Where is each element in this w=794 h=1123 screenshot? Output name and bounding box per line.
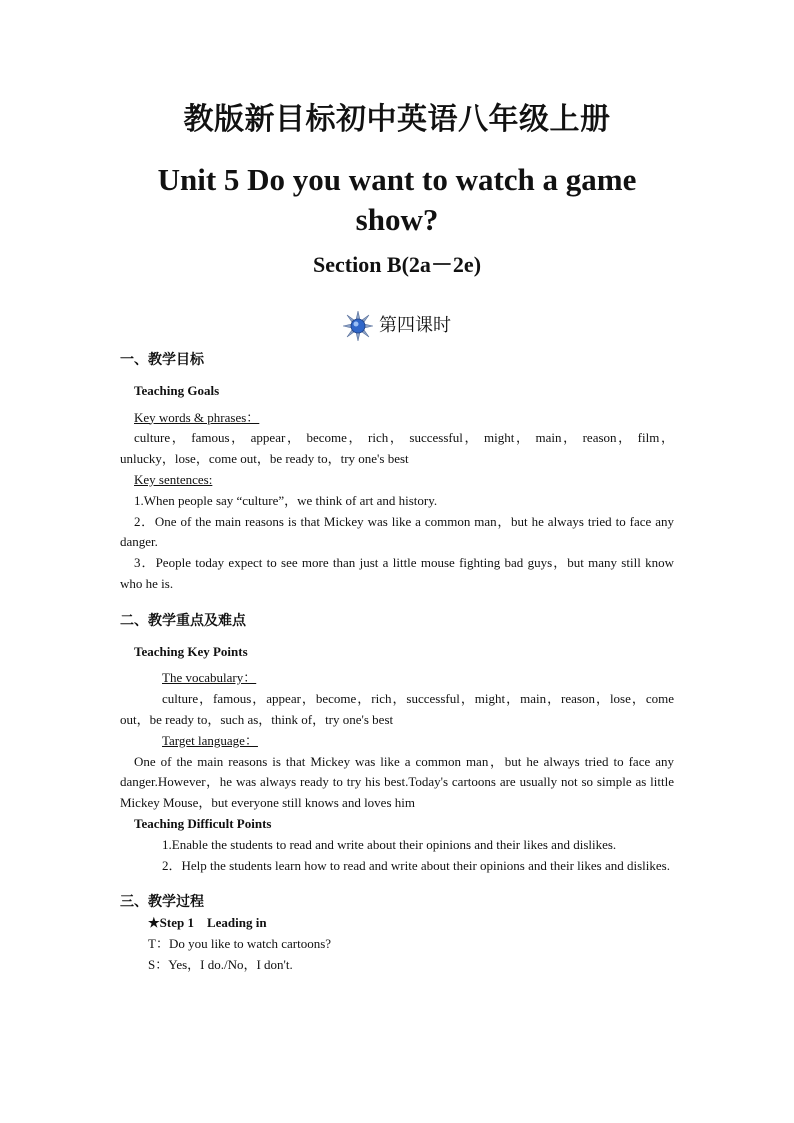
difficult-point-2: 2．Help the students learn how to read and write about their opinions and their likes and dislikes. bbox=[162, 857, 670, 873]
dialog-teacher-line: T：Do you like to watch cartoons? bbox=[148, 935, 332, 951]
vocabulary-text: culture，famous，appear，become，rich，successful，might，main，reason，lose，come out，be ready to，such as，think of，try one's best bbox=[120, 691, 674, 727]
document-body bbox=[120, 350, 674, 976]
document-title-cn: 教版新目标初中英语八年级上册 bbox=[183, 102, 611, 137]
key-words-text: culture， famous， appear， become， rich， successful， might， main， reason， film， unlucky，lose，come out，be ready to，try one's best bbox=[120, 430, 674, 467]
sun-icon bbox=[343, 311, 373, 341]
teaching-goals-heading: Teaching Goals bbox=[134, 382, 220, 398]
section-heading-key-points: 二、教学重点及难点 bbox=[120, 612, 246, 629]
target-language-label: Target language： bbox=[162, 732, 258, 748]
teaching-difficult-points-heading: Teaching Difficult Points bbox=[134, 815, 272, 831]
lesson-text: 第四课时 bbox=[379, 315, 451, 336]
section-heading-process: 三、教学过程 bbox=[120, 894, 204, 911]
teaching-key-points-heading: Teaching Key Points bbox=[134, 643, 248, 659]
step-1-heading: ★Step 1 Leading in bbox=[148, 915, 267, 931]
key-sentence-2: 2．One of the main reasons is that Mickey was like a common man，but he always tried to face any danger. bbox=[120, 513, 674, 550]
target-language-text: One of the main reasons is that Mickey was like a common man，but he always tried to face any danger.However，he was always ready to try his best.Today's cartoons are usually not so simple as little Mickey Mouse，but everyone still knows and loves him bbox=[120, 753, 674, 811]
unit-title: Unit 5 Do you want to watch a game show? bbox=[157, 162, 637, 237]
key-sentences-label: Key sentences: bbox=[134, 471, 213, 487]
key-sentence-1: 1.When people say “culture”，we think of art and history. bbox=[134, 492, 438, 508]
difficult-point-1: 1.Enable the students to read and write about their opinions and their likes and dislikes. bbox=[162, 836, 617, 852]
dialog-student-line: S：Yes，I do./No，I don't. bbox=[148, 956, 293, 972]
vocabulary-label: The vocabulary： bbox=[162, 670, 257, 686]
section-heading-goals: 一、教学目标 bbox=[120, 352, 204, 368]
key-sentence-3: 3．People today expect to see more than just a little mouse fighting bad guys，but many still know who he is. bbox=[120, 555, 674, 591]
key-words-label: Key words & phrases： bbox=[134, 409, 260, 425]
section-subtitle: Section B(2a－2e) bbox=[312, 252, 482, 277]
lesson-label bbox=[0, 311, 794, 341]
